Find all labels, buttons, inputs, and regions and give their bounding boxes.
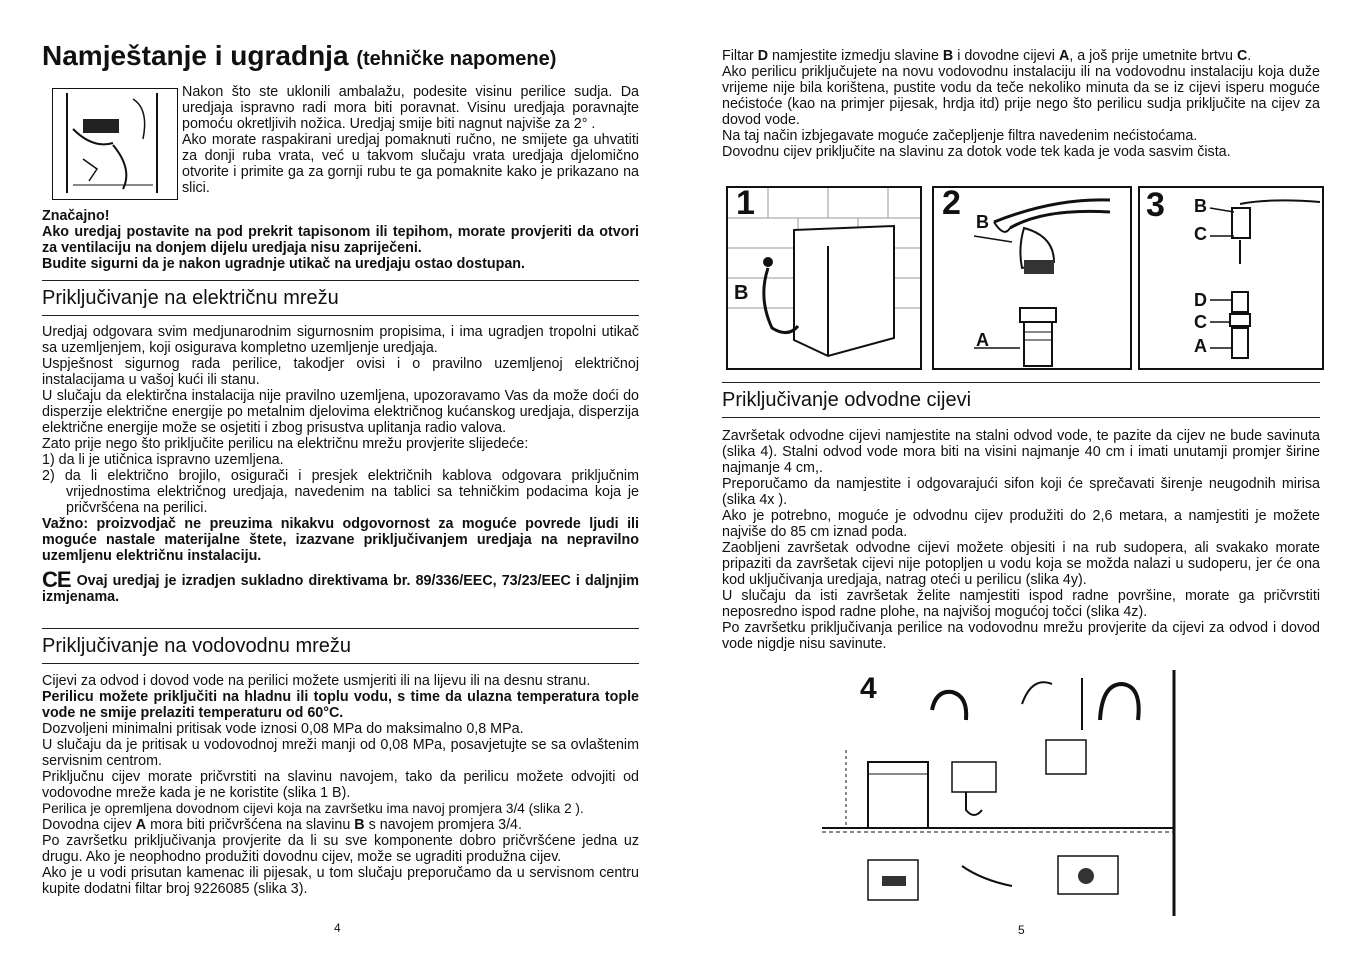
text-run: A <box>1058 48 1070 64</box>
drain-text-4: Zaobljeni završetak odvodne cijevi možete objesiti i na rub sudopera, ali svakako morate pripaziti da završetak cijevi nije potopljen u vodu koja se možda nalazi u sudoperu, jer će ona kod uključivanja uredjaja, natrag oteći u perilicu (slika 4y). <box>722 540 1320 588</box>
important-note <box>42 208 639 272</box>
water-text-3: Dozvoljeni minimalni pritisak vode iznosi 0,08 MPa do maksimalno 0,8 MPa. <box>42 721 524 737</box>
text-run: B <box>354 817 365 833</box>
figure-number: 3 <box>1146 186 1165 224</box>
drain-text-2: Preporučamo da namjestite i odgovarajući sifon koji će sprečavati širenje neugodnih mirisa (slika 4x ). <box>722 476 1320 508</box>
filter-text-2: Ako perilicu priključujete na novu vodovodnu instalaciju ili na vodovodnu instalaciju koja duže vrijeme nije bila korištena, pustite vodu da teče nekoliko minuta da se iz cijevi isperu moguće nećistoće (kao na primjer pijesak, hrdja itd) prije nego što perilicu sudja priključite na cijev za dovod vode. <box>722 64 1320 128</box>
water-text-1: Cijevi za odvod i dovod vode na perilici možete usmjeriti ili na lijevu ili na desnu stranu. <box>42 673 591 689</box>
text-run: B <box>942 48 954 64</box>
title-sub: (tehničke napomene) <box>356 48 557 70</box>
important-text: Ako uredjaj postavite na pod prekrit tapisonom ili tepihom, morate provjeriti da otvori za ventilaciju na donjem dijelu uredjaja nisu zapriječeni. <box>42 224 639 256</box>
figure-label-c: C <box>1194 224 1207 244</box>
section-heading-water: Priključivanje na vodovodnu mrežu <box>42 628 639 664</box>
figure-label-c: C <box>1194 312 1207 332</box>
water-text-4: U slučaju da je pritisak u vodovodnoj mreži manji od 0,08 MPa, posavjetujte se sa ovlaštenim servisnim centrom. <box>42 737 639 769</box>
figure-3-filter <box>1138 186 1324 370</box>
page-title <box>42 40 556 72</box>
water-text-6: Perilica je opremljena dovodnom cijevi koja na završetku ima navoj promjera 3/4 (slika 2 ). <box>42 801 584 816</box>
figure-label-d: D <box>1194 290 1207 310</box>
install-paragraph <box>182 84 639 196</box>
ce-mark-icon: CE <box>42 567 71 592</box>
install-text-2: Ako morate raspakirani uredjaj pomaknuti ručno, ne smijete ga uhvatiti za donji ruba vrata, već u takvom slučaju vrata uredjaja djelomično otvorite i primite ga za gornji rubu te ga pomaknite kako je prikazano na slici. <box>182 132 639 196</box>
text-run: , a još prije umetnite brtvu <box>1069 48 1237 64</box>
figure-number: 2 <box>942 186 961 222</box>
water-text-5: Priključnu cijev morate pričvrstiti na slavinu navojem, tako da perilicu možete odvojiti od vodovodne mreže kada je ne koristite (slika 1 B). <box>42 769 639 801</box>
filter-text-3: Na taj način izbjegavate moguće začepljenje filtra navedenim nećistoćama. <box>722 128 1198 144</box>
drain-text-5: U slučaju da isti završetak želite namjestiti ispod radne površine, morate ga pričvrstiti neposredno ispod radne plohe, na najvišoj mogućoj točci (slika 4z). <box>722 588 1320 620</box>
figure-2-hose-thread <box>932 186 1132 370</box>
important-label: Značajno! <box>42 208 110 224</box>
water-text-2: Perilicu možete priključiti na hladnu ili toplu vodu, s time da ulazna temperatura tople vode ne smije prelaziti temperaturu od 60°C. <box>42 689 639 721</box>
list-item: 1) da li je utičnica ispravno uzemljena. <box>42 452 284 468</box>
text-run: A <box>135 817 147 833</box>
electric-warning: Važno: proizvodjač ne preuzima nikakvu odgovornost za moguće povrede ljudi ili moguće nastale materijalne štete, izazvane priključivanjem uredjaja na nepravilno uzemljenu električnu instalaciju. <box>42 516 639 564</box>
install-text: Nakon što ste uklonili ambalažu, podesite visinu perilice sudja. Da uredjaja ispravno radi mora biti poravnat. Visinu uredjaja poravnajte pomoću okretljivih nožica. Uredjaj smije biti nagnut najviše za 2° . <box>182 84 639 132</box>
filter-text-4: Dovodnu cijev priključite na slavinu za dotok vode tek kada je voda sasvim čista. <box>722 144 1231 160</box>
electric-text-2: Uspješnost sigurnog rada perilice, takodjer ovisi i o pravilno uzemljenoj električnoj instalacijama u vašoj kući ili stanu. <box>42 356 639 388</box>
important-text-2: Budite sigurni da je nakon ugradnje utikač na uredjaju ostao dostupan. <box>42 256 525 272</box>
filter-section <box>722 48 1320 160</box>
figure-label-b: B <box>976 212 989 232</box>
text-run: . <box>1247 48 1252 64</box>
ce-text: Ovaj uredjaj je izradjen sukladno direktivama br. 89/336/EEC, 73/23/EEC i daljnjim izmjenama. <box>42 573 639 605</box>
figure-label-a: A <box>976 330 989 350</box>
text-run: C <box>1236 48 1248 64</box>
water-text-8: Po završetku priključivanja provjerite da li su sve komponente dobro pričvršćene jedna uz drugu. Ako je neophodno produžiti dovodnu cijev, može se ugraditi produžna cijev. <box>42 833 639 865</box>
text-run: mora biti pričvršćena na slavinu <box>146 817 355 833</box>
drain-text-3: Ako je potrebno, moguće je odvodnu cijev produžiti do 2,6 metara, a namjestiti je možete najviše do 85 cm iznad poda. <box>722 508 1320 540</box>
section-heading-drain: Priključivanje odvodne cijevi <box>722 382 1320 418</box>
figure-number: 4 <box>860 672 877 705</box>
water-text-7 <box>42 817 639 833</box>
page-number: 4 <box>334 921 341 935</box>
drain-section <box>722 428 1320 652</box>
figure-label-b: B <box>1194 196 1207 216</box>
title-main: Namještanje i ugradnja <box>42 40 349 71</box>
figure-1-tap-connection <box>726 186 922 370</box>
page-number: 5 <box>1018 923 1025 937</box>
text-run: s navojem promjera 3/4. <box>364 817 522 833</box>
text-run: D <box>757 48 769 64</box>
figure-label-b: B <box>734 282 749 304</box>
figure-4-drain-options <box>822 670 1200 916</box>
text-run: Filtar <box>722 48 758 64</box>
water-section <box>42 673 639 897</box>
water-text-9: Ako je u vodi prisutan kamenac ili pijesak, u tom slučaju preporučamo da u servisnom centru kupite dodatni filtar broj 9226085 (slika 3). <box>42 865 639 897</box>
ce-declaration <box>42 567 639 605</box>
electric-text-1: Uredjaj odgovara svim medjunarodnim sigurnosnim propisima, i ima ugradjen tropolni utikač sa uzemljenjem, koji osigurava kompletno uzemljenje uredjaja. <box>42 324 639 356</box>
filter-text-1 <box>722 48 1320 64</box>
figure-label-a: A <box>1194 336 1207 356</box>
electric-section <box>42 324 639 605</box>
electric-checklist <box>42 452 639 516</box>
drain-text-1: Završetak odvodne cijevi namjestite na stalni odvod vode, te pazite da cijev ne bude savinuta (slika 4). Stalni odvod vode mora biti na visini najmanje 40 cm i imati unutamji promjer širine najmanje 4 cm,. <box>722 428 1320 476</box>
text-run: namjestite izmedju slavine <box>768 48 943 64</box>
text-run: Dovodna cijev <box>42 817 136 833</box>
drain-text-6: Po završetku priključivanja perilice na vodovodnu mrežu provjerite da cijevi za odvod i dovod vode nigdje nisu savinute. <box>722 620 1320 652</box>
section-heading-electric: Priključivanje na električnu mrežu <box>42 280 639 316</box>
figure-number: 1 <box>736 186 755 222</box>
moving-appliance-illustration <box>52 88 178 200</box>
text-run: i dovodne cijevi <box>953 48 1059 64</box>
electric-text-3: U slučaju da elektirčna instalacija nije pravilno uzemljena, upozoravamo Vas da može doći do disperzije električne energije po metalnim djelovima električnog kućanskog uredjaja, disperzija električne energije može se osjetiti i zbog prisustva uplitanja radio valova. <box>42 388 639 436</box>
electric-text-4: Zato prije nego što priključite perilicu na električnu mrežu provjerite slijedeće: <box>42 436 529 452</box>
list-item: 2) da li električno brojilo, osigurači i presjek električnih kablova odgovara priključnim vrijednostima električnog uredjaja, navedenim na tablici sa tehničkim podacima koja je pričvršćena na perilici. <box>42 468 639 516</box>
